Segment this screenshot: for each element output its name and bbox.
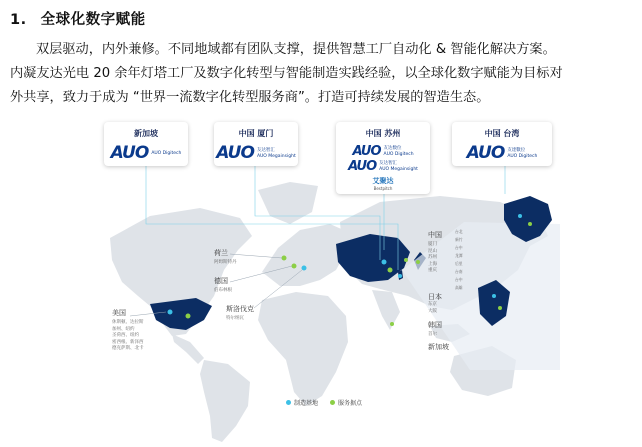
- intro-paragraph: [10, 38, 634, 110]
- bestpitch-sub: Bestpitch: [373, 186, 393, 191]
- card-xiamen-sub1: 友达智汇: [256, 147, 275, 153]
- paragraph-line-1: 双层驱动，内外兼修。不同地域都有团队支撑，提供智慧工厂自动化 & 智能化解决方案。: [36, 42, 556, 57]
- japan-city-2: 大阪: [428, 308, 437, 314]
- usa-city-2: 加州、纽约: [112, 326, 135, 332]
- label-china-cities: [428, 242, 437, 275]
- card-xiamen-logo: [214, 145, 298, 162]
- label-japan-cities: [428, 302, 437, 315]
- taiwan-city-1: 台北: [455, 229, 463, 234]
- section-heading: [10, 8, 146, 29]
- legend-manufacturing-dot: [286, 400, 291, 405]
- label-korea: 韩国: [428, 321, 442, 329]
- marker-taiwan: [398, 274, 402, 278]
- label-singapore: 新加坡: [428, 343, 449, 351]
- paragraph-line-3: 外共享，致力于成为 “世界一流数字化转型服务商”。打造可持续发展的智造生态。: [10, 90, 490, 105]
- section-number: 1.: [10, 12, 27, 28]
- card-singapore: [104, 122, 188, 166]
- label-netherlands-city: 阿姆斯特丹: [214, 260, 237, 265]
- south-america-shape: [200, 360, 250, 442]
- map-legend: [286, 398, 362, 407]
- marker-china-2: [388, 268, 393, 273]
- card-taiwan-sub1: 友達數位: [507, 147, 526, 153]
- card-suzhou-sub4: AUO Megainsight: [379, 166, 418, 172]
- marker-japan: [416, 260, 420, 264]
- europe-shape: [262, 224, 348, 286]
- card-suzhou: [336, 122, 430, 194]
- china-city-4: 上海: [428, 261, 437, 267]
- legend-manufacturing-label: 制造基地: [294, 400, 319, 407]
- auo-logo: AUO: [216, 143, 254, 163]
- taiwan-city-6: 台南: [455, 269, 463, 274]
- card-xiamen-title: 中国 厦门: [238, 129, 274, 138]
- marker-germany: [292, 264, 297, 269]
- legend-service: [330, 398, 362, 407]
- label-china: 中国: [428, 231, 442, 239]
- card-suzhou-sub3: 友达智汇: [379, 160, 398, 166]
- legend-service-label: 服务据点: [338, 400, 363, 407]
- card-suzhou-logo-2: [336, 160, 430, 173]
- auo-logo: AUO: [348, 159, 377, 174]
- marker-inset-china-2: [528, 222, 532, 226]
- card-taiwan-sub: [507, 148, 537, 160]
- taiwan-city-3: 台中: [455, 245, 463, 250]
- paragraph-line-2: 内凝友达光电 20 余年灯塔工厂及数字化转型与智能制造实践经验，以全球化数字赋能为目标对: [10, 66, 563, 81]
- label-netherlands: 荷兰: [214, 249, 228, 257]
- label-usa: 美国: [112, 309, 126, 317]
- japan-city-1: 东京: [428, 302, 437, 307]
- card-suzhou-title: 中国 苏州: [365, 129, 401, 138]
- legend-service-dot: [330, 400, 335, 405]
- label-slovakia-city: 特尔纳瓦: [226, 316, 244, 321]
- label-japan: 日本: [428, 293, 442, 301]
- card-suzhou-sub2: AUO Digitech: [383, 151, 414, 157]
- china-city-2: 昆山: [428, 248, 437, 254]
- usa-city-1: 休斯顿、达拉斯: [112, 320, 144, 325]
- auo-logo: AUO: [352, 144, 381, 159]
- legend-manufacturing: [286, 398, 318, 407]
- label-korea-city: 首尔: [428, 332, 437, 337]
- card-suzhou-logo-1: [336, 145, 430, 158]
- label-germany-city: 伯布林根: [214, 288, 232, 293]
- card-taiwan-logo: [452, 145, 552, 162]
- china-city-3: 苏州: [428, 255, 437, 260]
- global-map-figure: [0, 120, 642, 447]
- marker-china-1: [382, 260, 387, 265]
- taiwan-city-5: 后里: [455, 261, 463, 266]
- central-america-shape: [172, 334, 204, 364]
- usa-city-3: 圣荷西、纽约: [112, 333, 139, 338]
- taiwan-city-8: 高雄: [455, 285, 463, 290]
- card-singapore-sub: AUO Digitech: [151, 150, 182, 156]
- auo-logo: AUO: [110, 143, 149, 163]
- china-city-1: 厦门: [428, 242, 437, 247]
- usa-city-4: 密西根、新泽西: [112, 339, 144, 345]
- marker-korea: [404, 258, 408, 262]
- card-suzhou-sub-2: [379, 161, 418, 173]
- taiwan-city-2: 新竹: [455, 237, 463, 242]
- africa-shape: [258, 292, 348, 406]
- card-xiamen-sub: [257, 148, 296, 160]
- card-taiwan-title: 中国 台湾: [484, 129, 520, 138]
- card-suzhou-sub1: 友达数位: [383, 145, 402, 151]
- marker-inset-china-1: [518, 214, 522, 218]
- label-slovakia: 斯洛伐克: [226, 305, 254, 313]
- china-city-5: 重庆: [428, 268, 437, 273]
- marker-usa-1: [168, 310, 173, 315]
- bestpitch-name: 艾聚达: [372, 177, 394, 185]
- marker-slovakia: [302, 266, 307, 271]
- marker-singapore: [390, 322, 394, 326]
- card-suzhou-sub-1: [384, 146, 414, 158]
- marker-inset-taiwan-2: [498, 306, 502, 310]
- label-germany: 德国: [214, 277, 228, 285]
- label-taiwan-cities: [455, 228, 463, 292]
- card-xiamen-sub2: AUO Megainsight: [256, 153, 296, 159]
- usa-highlight: [150, 298, 212, 330]
- taiwan-city-7: 台中: [455, 277, 463, 282]
- taiwan-city-4: 龙潭: [455, 253, 463, 258]
- marker-netherlands: [282, 256, 287, 261]
- card-singapore-title: 新加坡: [134, 129, 158, 138]
- greenland-shape: [258, 182, 318, 224]
- auo-logo: AUO: [466, 143, 505, 163]
- card-singapore-logo: [104, 145, 188, 162]
- bestpitch-logo: [336, 176, 430, 191]
- card-xiamen: [214, 122, 298, 166]
- card-taiwan-sub2: AUO Digitech: [507, 153, 538, 159]
- usa-city-5: 德克萨斯、北卡: [112, 346, 144, 351]
- marker-usa-2: [186, 314, 191, 319]
- india-shape: [372, 290, 400, 330]
- section-title: 全球化数字赋能: [40, 12, 146, 28]
- card-taiwan: [452, 122, 552, 166]
- label-usa-cities: [112, 320, 144, 353]
- marker-inset-taiwan-1: [492, 294, 496, 298]
